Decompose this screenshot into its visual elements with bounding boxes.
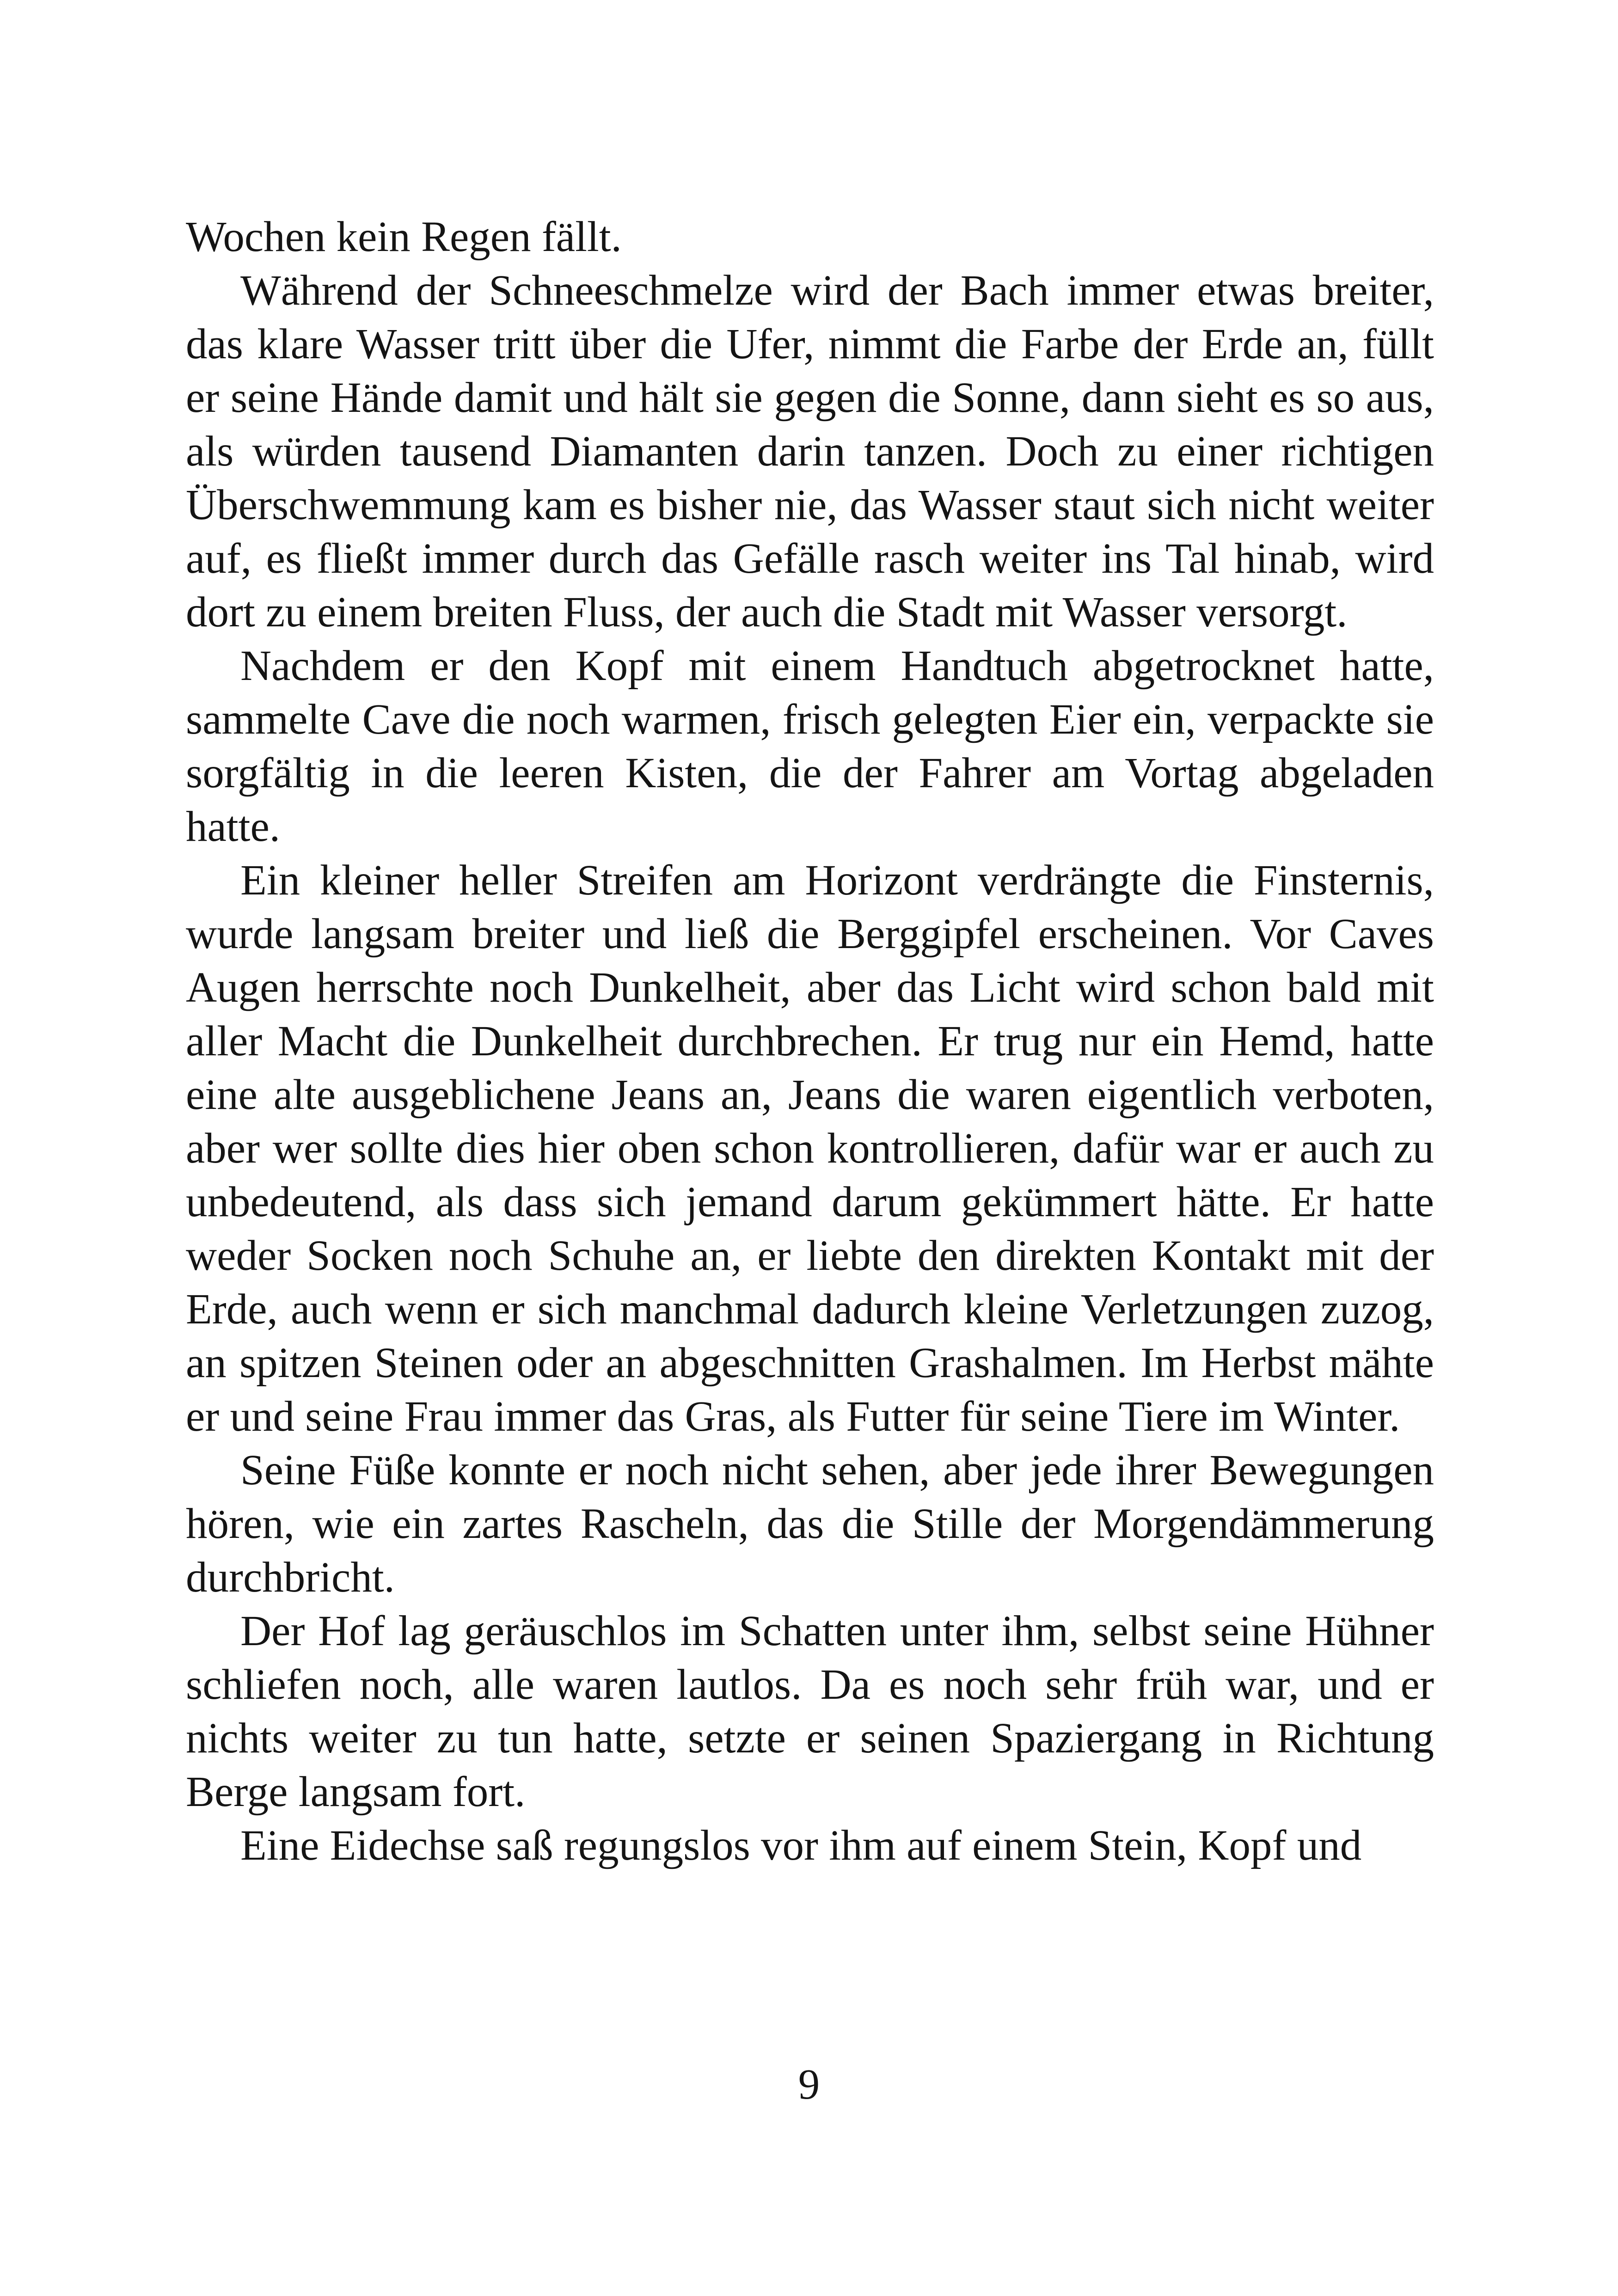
paragraph-7: Eine Eidechse saß regungslos vor ihm auf einem Stein, Kopf und [240,1822,1362,1869]
paragraph-4: Ein kleiner heller Streifen am Horizont verdrängte die Finsternis, wurde langsam breiter und ließ die Berggipfel erscheinen. Vor Caves Augen herrschte noch Dunkelheit, aber das Licht wird schon bald mit aller Macht die Dunkelheit durchbrechen. Er trug nur ein Hemd, hatte eine alte ausgeblichene Jeans an, Jeans die waren eigentlich verboten, aber wer sollte dies hier oben schon kontrollieren, dafür war er auch zu unbedeutend, als dass sich jemand darum gekümmert hätte. Er hatte weder Socken noch Schuhe an, er liebte den direkten Kontakt mit der Erde, auch wenn er sich manchmal dadurch kleine Verletzungen zuzog, an spitzen Steinen oder an abgeschnitten Grashalmen. Im Herbst mähte er und seine Frau immer das Gras, als Futter für seine Tiere im Winter. [186,857,1434,1440]
paragraph-5: Seine Füße konnte er noch nicht sehen, aber jede ihrer Bewegungen hören, wie ein zartes Rascheln, das die Stille der Morgendämmerung durchbricht. [186,1446,1434,1601]
page-number: 9 [798,2061,820,2108]
paragraph-6: Der Hof lag geräuschlos im Schatten unter ihm, selbst seine Hühner schliefen noch, alle waren lautlos. Da es noch sehr früh war, und er nichts weiter zu tun hatte, setzte er seinen Spaziergang in Richtung Berge langsam fort. [186,1607,1434,1816]
paragraph-2: Während der Schneeschmelze wird der Bach immer etwas breiter, das klare Wasser tritt über die Ufer, nimmt die Farbe der Erde an, füllt er seine Hände damit und hält sie gegen die Sonne, dann sieht es so aus, als würden tausend Diamanten darin tanzen. Doch zu einer richtigen Überschwemmung kam es bisher nie, das Wasser staut sich nicht weiter auf, es fließt immer durch das Gefälle rasch weiter ins Tal hinab, wird dort zu einem breiten Fluss, der auch die Stadt mit Wasser versorgt. [186,267,1434,636]
body-text [186,210,1434,1873]
paragraph-3: Nachdem er den Kopf mit einem Handtuch abgetrocknet hatte, sammelte Cave die noch warmen, frisch gelegten Eier ein, verpackte sie sorgfältig in die leeren Kisten, die der Fahrer am Vortag abgeladen hatte. [186,642,1434,851]
paragraph-1: Wochen kein Regen fällt. [186,213,622,261]
